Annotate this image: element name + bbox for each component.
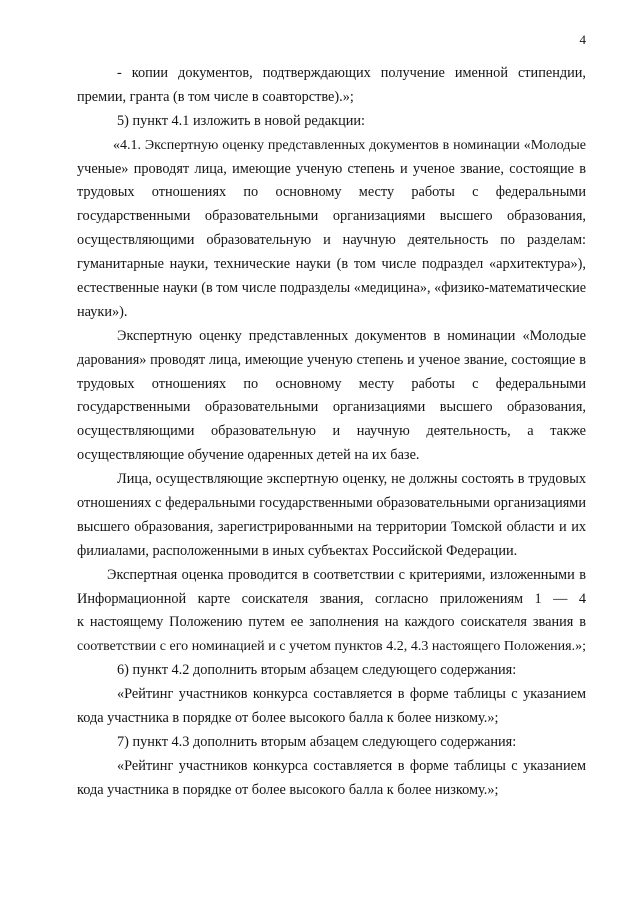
- text-line: «4.1. Экспертную оценку представленных документов в номинации «Молодые: [113, 137, 586, 153]
- text-line: осуществляющие обучение одаренных детей на их базе.: [77, 447, 420, 464]
- text-line: к настоящему Положению путем ее заполнения на каждого соискателя звания в: [77, 614, 586, 631]
- text-line: 6) пункт 4.2 дополнить вторым абзацем следующего содержания:: [117, 662, 517, 679]
- text-line: «Рейтинг участников конкурса составляется в форме таблицы с указанием: [117, 686, 586, 703]
- page-number: 4: [579, 32, 586, 47]
- text-line: премии, гранта (в том числе в соавторстве).»;: [77, 88, 354, 105]
- text-line: естественные науки (в том числе подразделы «медицина», «физико-математические: [77, 280, 586, 297]
- text-line: кода участника в порядке от более высокого балла к более низкому.»;: [77, 710, 499, 727]
- text-line: 7) пункт 4.3 дополнить вторым абзацем следующего содержания:: [117, 733, 517, 750]
- text-line: филиалами, расположенными в иных субъектах Российской Федерации.: [77, 542, 518, 559]
- text-line: «Рейтинг участников конкурса составляется в форме таблицы с указанием: [117, 757, 586, 774]
- text-line: трудовых отношениях по основному месту работы с федеральными: [77, 184, 586, 201]
- text-line: государственными образовательными организациями высшего образования,: [77, 208, 586, 225]
- text-line: отношениях с федеральными государственными образовательными организациями: [77, 495, 586, 512]
- text-line: кода участника в порядке от более высокого балла к более низкому.»;: [77, 781, 499, 798]
- text-line: государственными образовательными организациями высшего образования,: [77, 399, 586, 416]
- text-line: гуманитарные науки, технические науки (в том числе подраздел «архитектура»),: [77, 256, 586, 273]
- text-line: - копии документов, подтверждающих получение именной стипендии,: [117, 65, 586, 81]
- text-line: Информационной карте соискателя звания, согласно приложениям 1 — 4: [77, 590, 586, 607]
- document-body: [77, 62, 586, 803]
- text-line: Лица, осуществляющие экспертную оценку, не должны состоять в трудовых: [117, 471, 586, 488]
- text-line: осуществляющими образовательную и научную деятельность, а также: [77, 423, 586, 440]
- text-line: 5) пункт 4.1 изложить в новой редакции:: [117, 112, 366, 129]
- text-line: Экспертная оценка проводится в соответствии с критериями, изложенными в: [107, 566, 586, 583]
- text-line: дарования» проводят лица, имеющие ученую степень и ученое звание, состоящие в: [77, 351, 586, 368]
- text-line: ученые» проводят лица, имеющие ученую степень и ученое звание, состоящие в: [77, 160, 586, 177]
- text-line: Экспертную оценку представленных документов в номинации «Молодые: [117, 327, 586, 344]
- text-line: высшего образования, зарегистрированными на территории Томской области и их: [77, 518, 586, 535]
- text-line: науки»).: [77, 303, 128, 320]
- text-line: соответствии с его номинацией и с учетом пунктов 4.2, 4.3 настоящего Положения.»;: [77, 639, 586, 655]
- text-line: осуществляющими образовательную и научную деятельность по разделам:: [77, 232, 586, 249]
- text-line: трудовых отношениях по основному месту работы с федеральными: [77, 375, 586, 392]
